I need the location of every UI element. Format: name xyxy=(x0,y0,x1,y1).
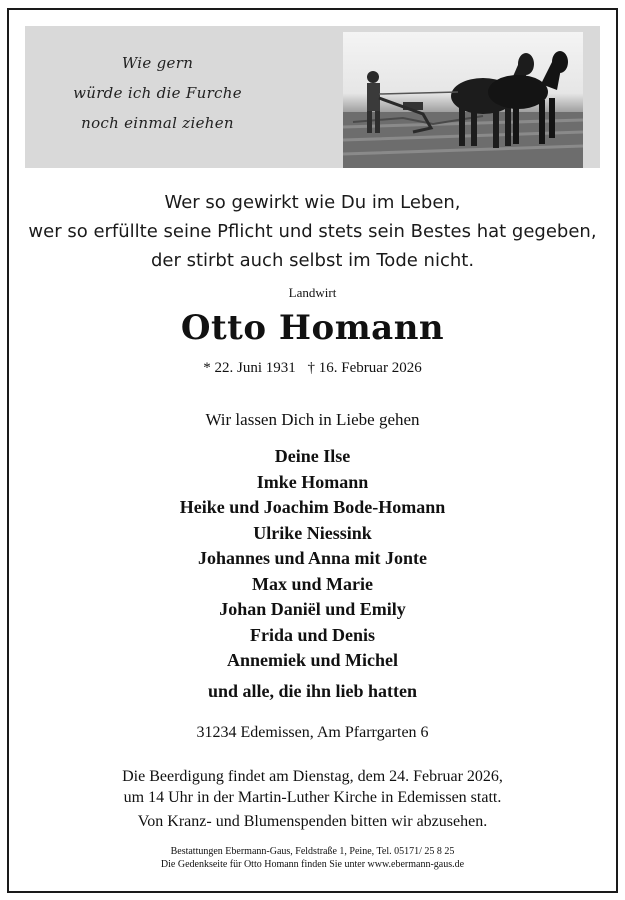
poem-line: Wie gern xyxy=(121,54,194,72)
birth-date: * 22. Juni 1931 xyxy=(203,360,296,376)
header-banner xyxy=(25,26,600,168)
mourner: Imke Homann xyxy=(256,471,369,492)
flowers-note: Von Kranz- und Blumenspenden bitten wir abzusehen. xyxy=(137,813,488,830)
mourner: Frida und Denis xyxy=(249,624,376,645)
verse-line: wer so erfüllte seine Pflicht und stets sein Bestes hat gegeben, xyxy=(28,221,597,242)
mourner: Annemiek und Michel xyxy=(226,650,399,670)
mourner: Johannes und Anna mit Jonte xyxy=(197,548,428,568)
footer xyxy=(25,845,600,871)
memorial-page-line: Die Gedenkseite für Otto Homann finden Sie unter www.ebermann-gaus.de xyxy=(160,859,465,870)
banner-poem xyxy=(25,48,290,138)
mourner: Johan Daniël und Emily xyxy=(219,599,406,619)
mourner: Heike und Joachim Bode-Homann xyxy=(179,497,446,517)
address: 31234 Edemissen, Am Pfarrgarten 6 xyxy=(196,724,429,741)
funeral-line: Die Beerdigung findet am Dienstag, dem 24. Februar 2026, xyxy=(122,768,503,785)
funeral-info xyxy=(25,766,600,808)
mourner: Max und Marie xyxy=(252,573,373,594)
mourner: Ulrike Niessink xyxy=(253,522,372,543)
funeral-home-line: Bestattungen Ebermann-Gaus, Feldstraße 1, Peine, Tel. 05171/ 25 8 25 xyxy=(170,846,455,857)
others-line: und alle, die ihn lieb hatten xyxy=(207,681,418,701)
occupation: Landwirt xyxy=(288,285,337,300)
plowing-horses-photo xyxy=(343,32,583,168)
mourners-list xyxy=(25,444,600,674)
funeral-line: um 14 Uhr in der Martin-Luther Kirche in Edemissen statt. xyxy=(123,789,502,806)
verse-line: Wer so gewirkt wie Du im Leben, xyxy=(164,192,461,213)
life-dates xyxy=(25,360,600,377)
poem-line: würde ich die Furche xyxy=(73,84,242,102)
memorial-verse xyxy=(25,188,600,275)
death-date: † 16. Februar 2026 xyxy=(307,360,422,376)
verse-line: der stirbt auch selbst im Tode nicht. xyxy=(150,250,475,271)
farewell-line: Wir lassen Dich in Liebe gehen xyxy=(205,410,420,429)
poem-line: noch einmal ziehen xyxy=(81,114,234,132)
mourner: Deine Ilse xyxy=(274,446,351,466)
deceased-name: Otto Homann xyxy=(180,308,445,348)
